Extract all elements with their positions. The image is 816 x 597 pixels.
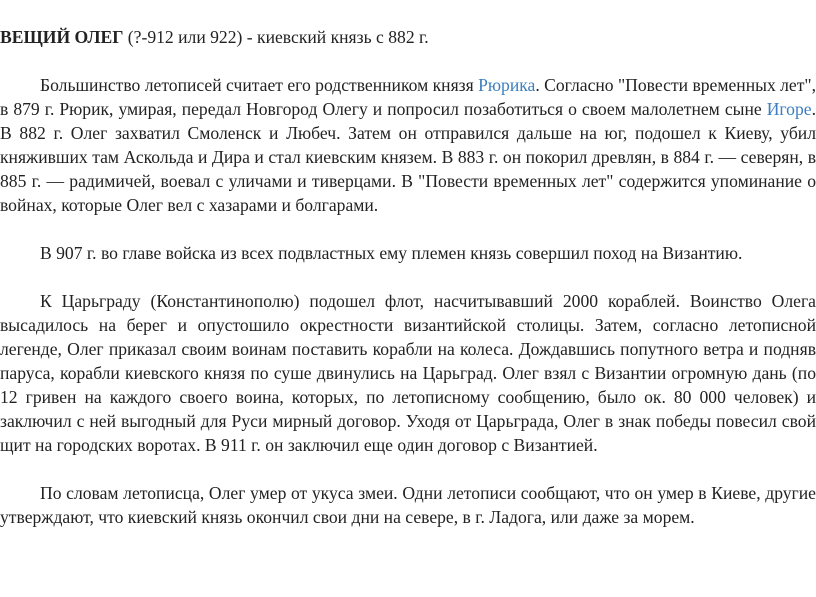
paragraph-1-text-1: Большинство летописей считает его родственником князя — [40, 75, 479, 95]
title-name: ВЕЩИЙ ОЛЕГ — [0, 27, 124, 47]
paragraph-2: В 907 г. во главе войска из всех подвластных ему племен князь совершил поход на Византию. — [40, 243, 743, 263]
paragraph-1-text-2: . Согласно "Повести временных лет", в 879 г. Рюрик, умирая, передал Новгород Олегу и попросил позаботиться о своем малолетнем сыне — [0, 75, 816, 119]
document-body — [0, 25, 816, 529]
rurik-link[interactable]: Рюрика — [478, 75, 536, 95]
title-rest: (?-912 или 922) - киевский князь с 882 г. — [123, 27, 429, 47]
paragraph-3: К Царьграду (Константинополю) подошел флот, насчитывавший 2000 кораблей. Воинство Олега высадилось на берег и опустошило окрестности византийской столицы. Затем, согласно летописной легенде, Олег приказал своим воинам поставить корабли на колеса. Дождавшись попутного ветра и подняв паруса, корабли киевского князя по суше двинулись на Царьград. Олег взял с Византии огромную дань (по 12 гривен на каждого своего воина, которых, по летописному сообщению, было ок. 80 000 человек) и заключил с ней выгодный для Руси мирный договор. Уходя от Царьграда, Олег в знак победы повесил свой щит на городских воротах. В 911 г. он заключил еще один договор с Византией. — [0, 291, 816, 455]
paragraph-1 — [0, 73, 816, 217]
paragraph-4: По словам летописца, Олег умер от укуса змеи. Одни летописи сообщают, что он умер в Киеве, другие утверждают, что киевский князь окончил свои дни на севере, в г. Ладога, или даже за морем. — [0, 483, 816, 527]
igor-link[interactable]: Игоре — [766, 99, 812, 119]
paragraph-1-text-3: . В 882 г. Олег захватил Смоленск и Любеч. Затем он отправился дальше на юг, подошел к Киеву, убил княживших там Аскольда и Дира и стал киевским князем. В 883 г. он покорил древлян, в 884 г. — северян, в 885 г. — радимичей, воевал с уличами и тиверцами. В "Повести временных лет" содержится упоминание о войнах, которые Олег вел с хазарами и болгарами. — [0, 99, 816, 215]
title-line — [0, 25, 816, 49]
